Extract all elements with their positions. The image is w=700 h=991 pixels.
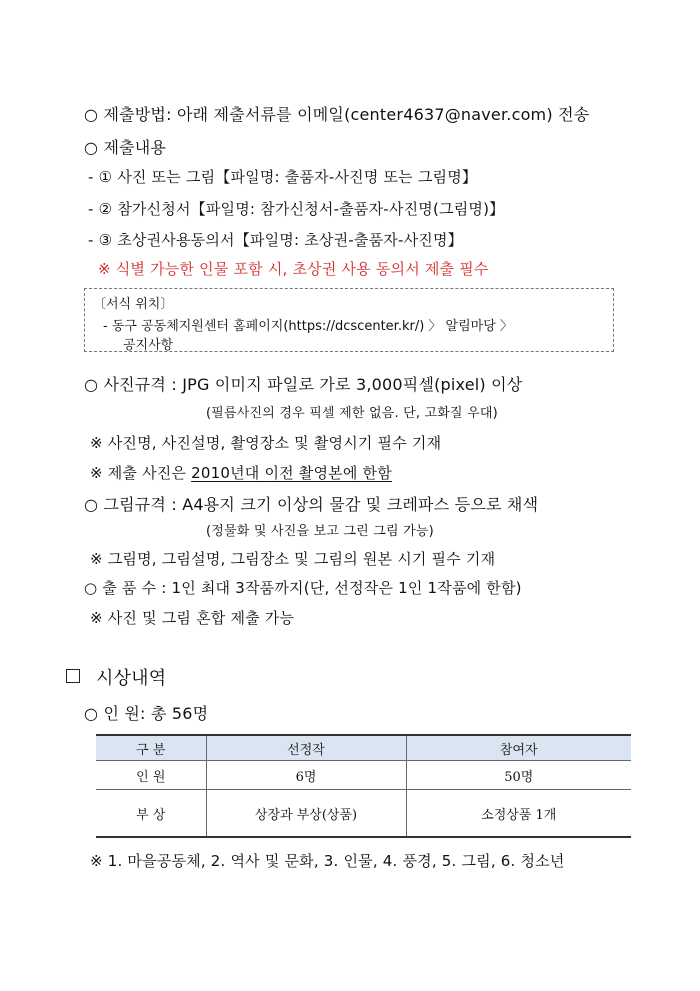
contents-item-2: - ② 참가신청서【파일명: 참가신청서-출품자-사진명(그림명)】 xyxy=(88,200,505,218)
table-cell: 상장과 부상(상품) xyxy=(206,790,406,838)
table-row xyxy=(96,790,631,838)
mixed-submission-note: ※ 사진 및 그림 혼합 제출 가능 xyxy=(90,609,295,627)
table-header-cell: 참여자 xyxy=(406,735,631,761)
award-categories-note: ※ 1. 마을공동체, 2. 역사 및 문화, 3. 인물, 4. 풍경, 5. 그림, 6. 청소년 xyxy=(90,852,565,870)
table-cell: 부 상 xyxy=(96,790,206,838)
contents-item-1: - ① 사진 또는 그림【파일명: 출품자-사진명 또는 그림명】 xyxy=(88,168,478,186)
table-cell: 소정상품 1개 xyxy=(406,790,631,838)
drawing-spec: ○ 그림규격 : A4용지 크기 이상의 물감 및 크레파스 등으로 채색 xyxy=(84,495,539,514)
photo-spec: ○ 사진규격 : JPG 이미지 파일로 가로 3,000픽셀(pixel) 이상 xyxy=(84,375,523,394)
format-location-path-cont: 공지사항 xyxy=(123,338,174,353)
format-location-box xyxy=(84,288,614,352)
drawing-spec-note: (정물화 및 사진을 보고 그린 그림 가능) xyxy=(206,524,434,539)
awards-table xyxy=(96,734,631,838)
photo-era-limit-underlined: 2010년대 이전 촬영본에 한함 xyxy=(191,464,392,482)
submission-method: ○ 제출방법: 아래 제출서류를 이메일(center4637@naver.com) 전송 xyxy=(84,105,590,124)
awards-people-count: ○ 인 원: 총 56명 xyxy=(84,704,209,723)
entry-count: ○ 출 품 수 : 1인 최대 3작품까지(단, 선정작은 1인 1작품에 한함) xyxy=(84,579,522,597)
contents-item-3: - ③ 초상권사용동의서【파일명: 초상권-출품자-사진명】 xyxy=(88,231,463,249)
drawing-requirements: ※ 그림명, 그림설명, 그림장소 및 그림의 원본 시기 필수 기재 xyxy=(90,550,496,568)
submission-contents-heading: ○ 제출내용 xyxy=(84,138,167,157)
table-cell: 50명 xyxy=(406,761,631,790)
table-cell: 인 원 xyxy=(96,761,206,790)
awards-section-title: 시상내역 xyxy=(96,668,167,689)
photo-requirements: ※ 사진명, 사진설명, 촬영장소 및 촬영시기 필수 기재 xyxy=(90,434,442,452)
table-header-cell: 선정작 xyxy=(206,735,406,761)
table-row xyxy=(96,761,631,790)
section-checkbox-icon xyxy=(66,669,80,683)
table-header-row xyxy=(96,735,631,761)
photo-spec-note: (필름사진의 경우 픽셀 제한 없음. 단, 고화질 우대) xyxy=(206,406,498,421)
format-location-heading: 〔서식 위치〕 xyxy=(93,297,174,312)
table-header-cell: 구 분 xyxy=(96,735,206,761)
table-cell: 6명 xyxy=(206,761,406,790)
portrait-consent-warning: ※ 식별 가능한 인물 포함 시, 초상권 사용 동의서 제출 필수 xyxy=(98,260,489,278)
format-location-path: - 동구 공동체지원센터 홈페이지(https://dcscenter.kr/) 〉 알림마당 〉 xyxy=(103,319,513,334)
photo-era-limit: ※ 제출 사진은 2010년대 이전 촬영본에 한함 xyxy=(90,464,392,482)
